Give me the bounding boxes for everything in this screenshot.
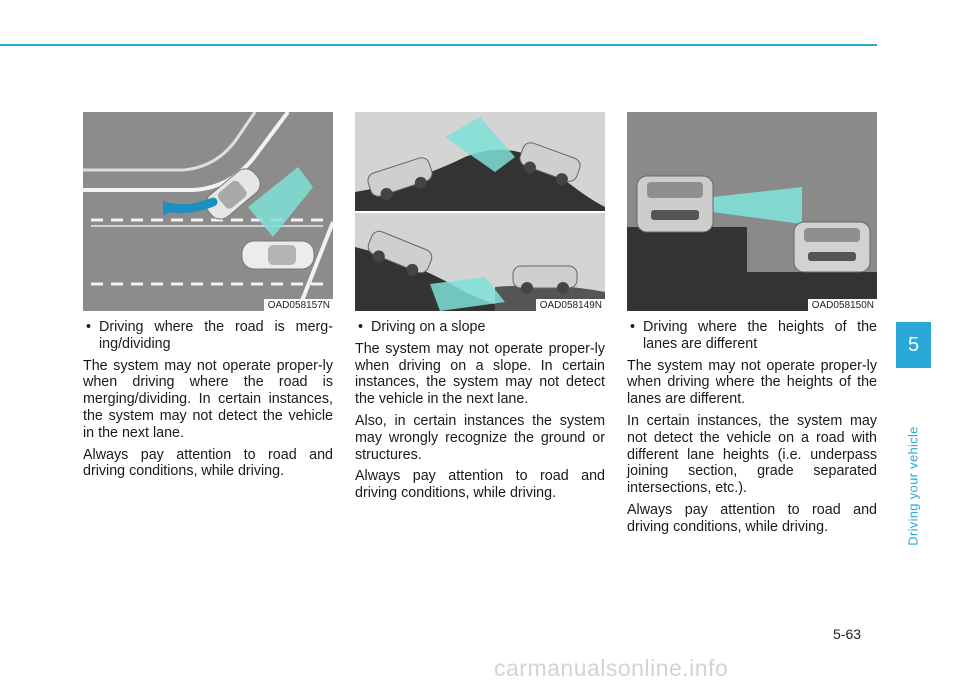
top-rule — [0, 44, 877, 46]
slope-illustration — [355, 112, 605, 311]
column-text — [83, 319, 333, 480]
column-slope — [355, 112, 605, 507]
paragraph: In certain instances, the system may not detect the vehicle on a road with different lane heights (i.e. underpass joining section, grade separated intersections, etc.). — [627, 412, 877, 497]
paragraph: The system may not operate proper-ly when driving where the heights of the lanes are different. — [627, 357, 877, 408]
paragraph: Always pay attention to road and driving conditions, while driving. — [83, 446, 333, 480]
bullet-text: Driving where the heights of the lanes are different — [643, 319, 877, 352]
paragraph: The system may not operate proper-ly when driving where the road is merging/dividing. In certain instances, the system may not detect the vehicle in the next lane. — [83, 357, 333, 441]
figure-code: OAD058150N — [808, 299, 877, 311]
figure-slope — [355, 112, 605, 311]
bullet-item — [83, 319, 333, 353]
figure-lane-heights — [627, 112, 877, 311]
figure-merging-road — [83, 112, 333, 311]
bullet-text: Driving where the road is merg-ing/dividing — [99, 319, 333, 352]
paragraph: Always pay attention to road and driving conditions, while driving. — [627, 501, 877, 535]
watermark: carmanualsonline.info — [494, 655, 729, 681]
chapter-tab: 5 — [896, 322, 931, 368]
figure-code: OAD058149N — [536, 299, 605, 311]
page-number: 5-63 — [833, 626, 862, 642]
bullet-item — [627, 319, 877, 353]
lane-heights-illustration — [627, 112, 877, 311]
figure-code: OAD058157N — [264, 299, 333, 311]
column-merging — [83, 112, 333, 485]
column-text — [627, 319, 877, 536]
chapter-title: Driving your vehicle — [905, 426, 921, 546]
paragraph: Always pay attention to road and driving conditions, while driving. — [355, 468, 605, 502]
bullet-dot: • — [358, 319, 364, 335]
paragraph: Also, in certain instances the system may wrongly recognize the ground or structures. — [355, 412, 605, 463]
bullet-dot: • — [86, 319, 92, 335]
column-lane-heights — [627, 112, 877, 541]
merging-road-illustration — [83, 112, 333, 311]
bullet-text: Driving on a slope — [371, 319, 486, 335]
column-text — [355, 319, 605, 502]
paragraph: The system may not operate proper-ly when driving on a slope. In certain instances, the system may not detect the vehicle in the next lane. — [355, 340, 605, 408]
bullet-item — [355, 319, 605, 336]
bullet-dot: • — [630, 319, 636, 335]
